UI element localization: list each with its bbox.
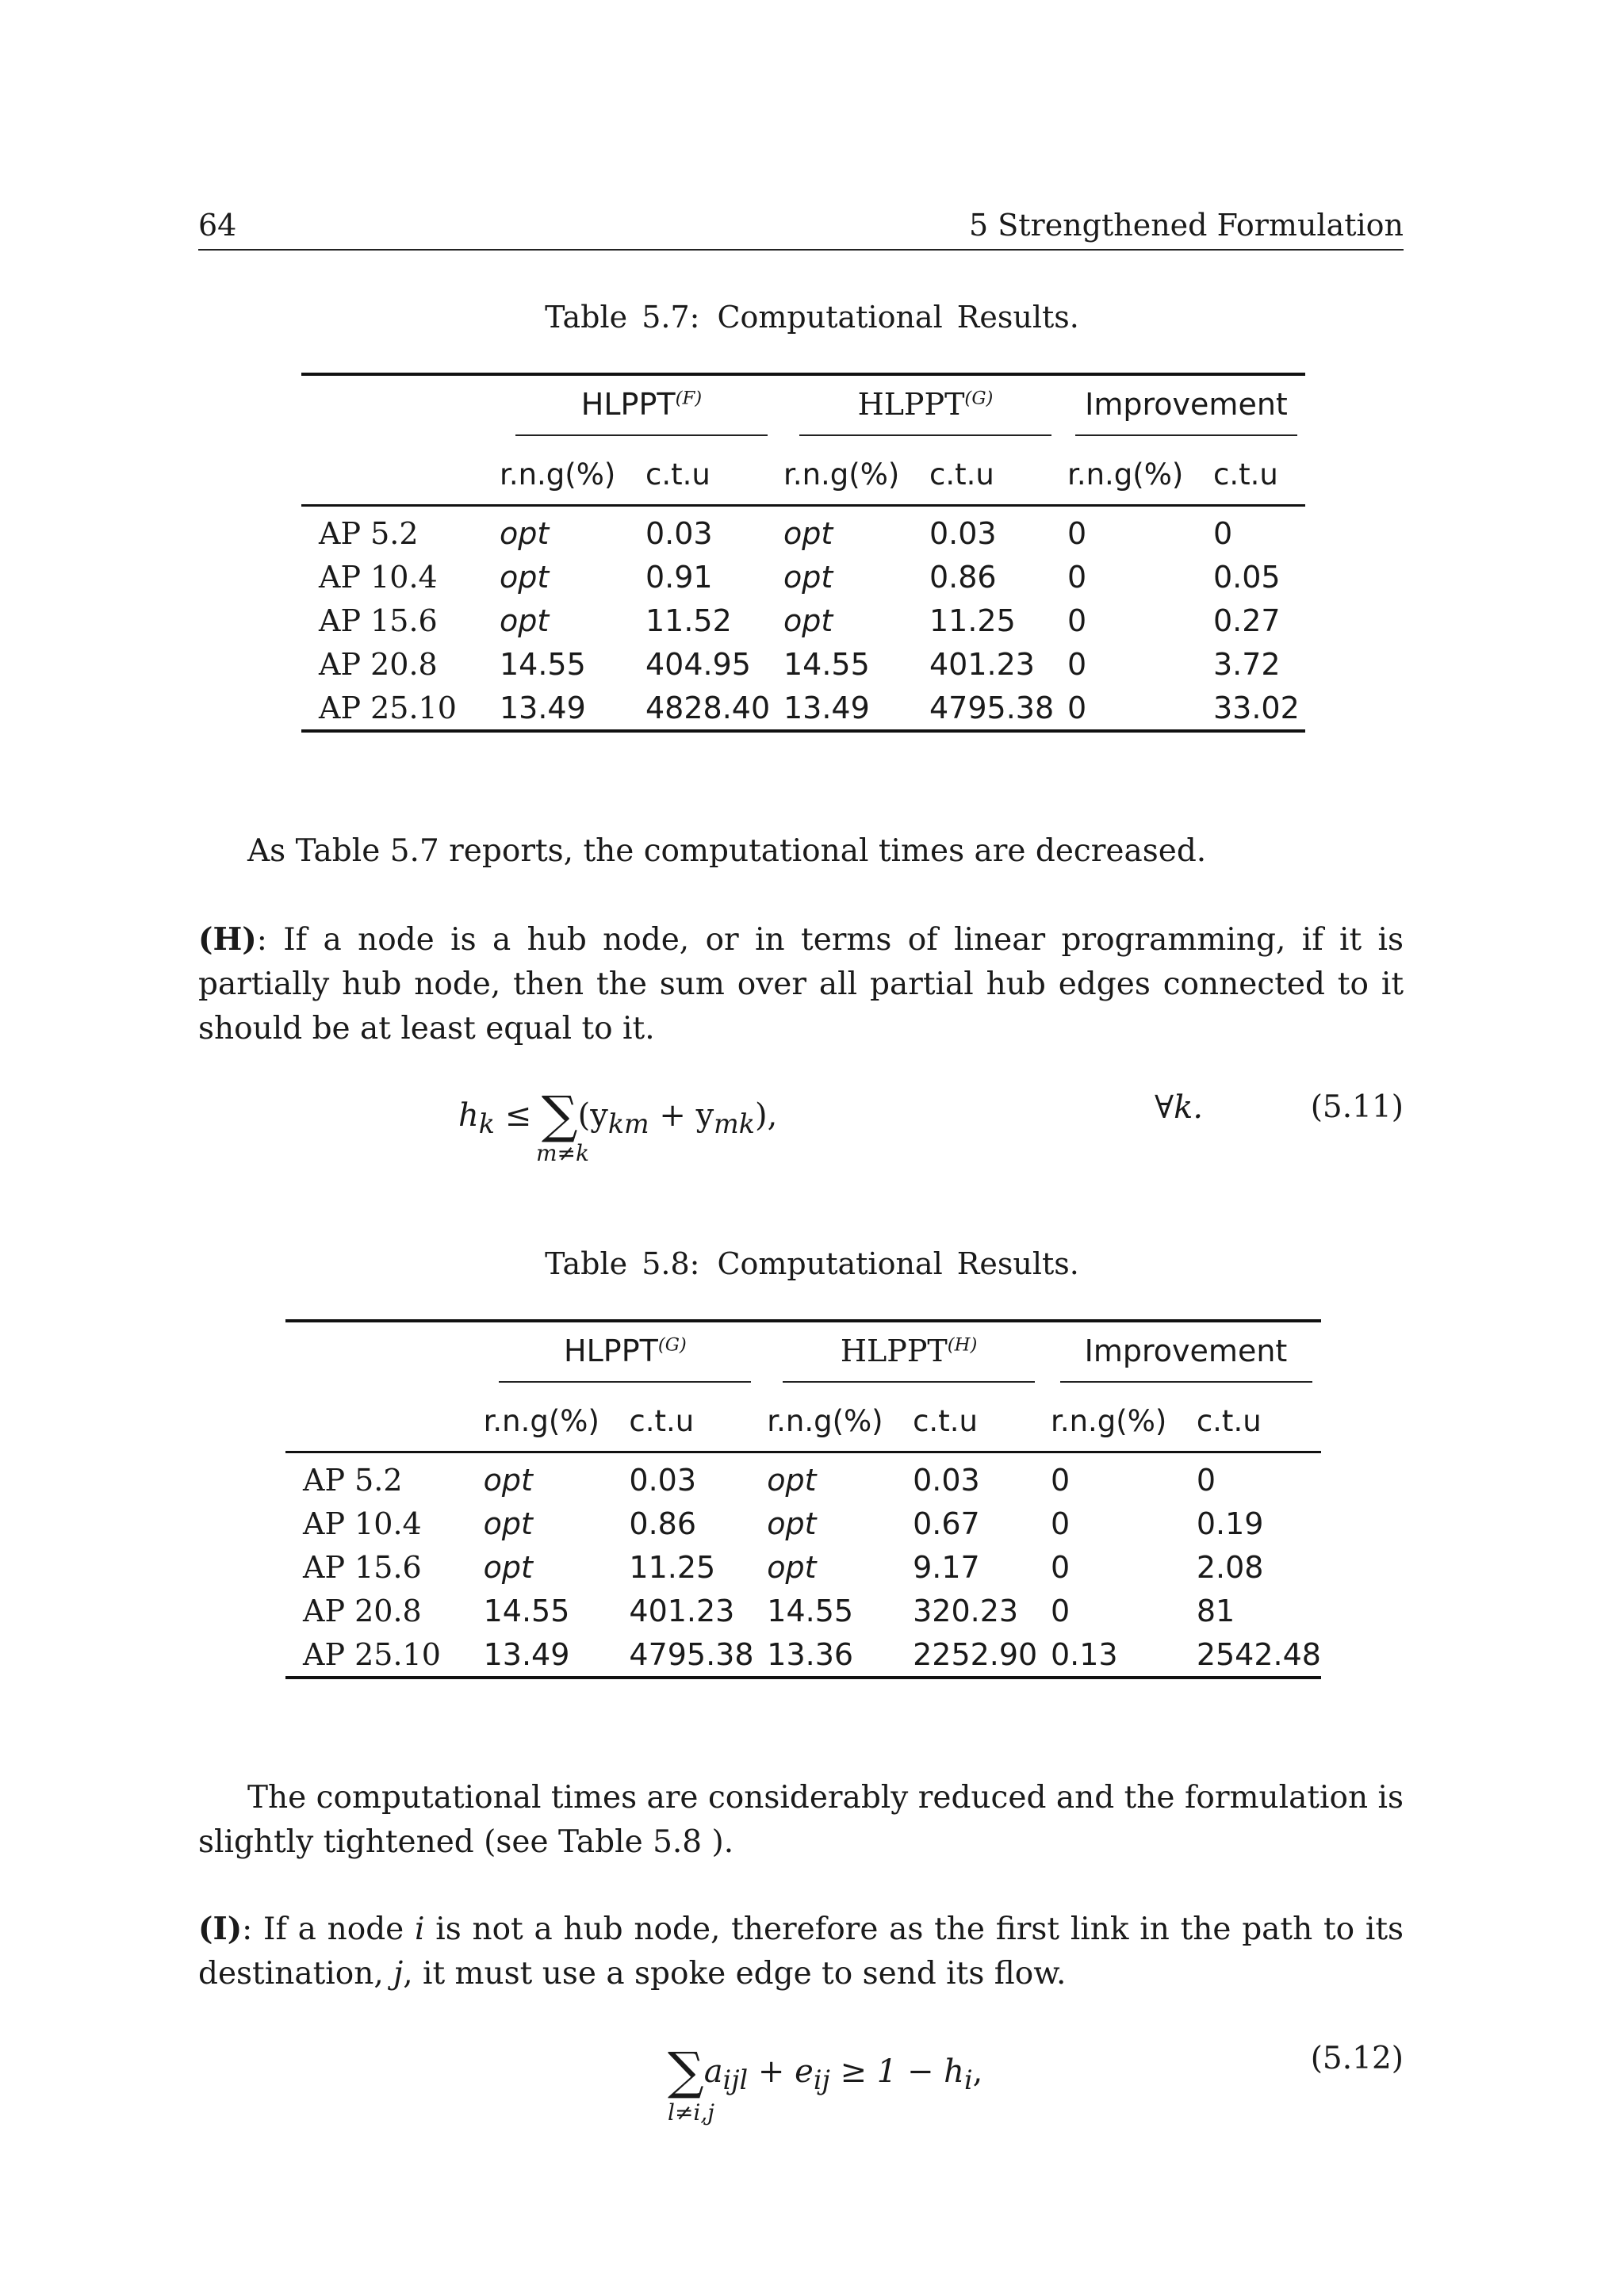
table-caption-text: Computational Results.	[717, 300, 1079, 335]
column-header: r.n.g(%)	[484, 1391, 630, 1452]
table-5-7-caption	[0, 300, 1624, 335]
group-header: $HLPPT^{(G)}$	[783, 374, 1067, 444]
sum-symbol: ∑	[541, 1086, 578, 1145]
group-header: $HLPPT^{(G)}$	[484, 1321, 768, 1391]
table-row: AP 20.8 14.55 404.95 14.55 401.23 0 3.72	[319, 646, 1281, 682]
table-5-8	[285, 1319, 1321, 1679]
column-header: c.t.u	[1197, 1391, 1321, 1452]
page-number: 64	[198, 208, 237, 243]
table-row: AP 5.2 opt 0.03 opt 0.03 0 0	[319, 515, 1233, 551]
item-label: (I)	[198, 1911, 243, 1947]
running-header	[198, 205, 1404, 251]
equation-number: (5.12)	[1310, 2041, 1404, 2076]
table-row: AP 5.2 opt 0.03 opt 0.03 0 0	[303, 1462, 1216, 1498]
column-header: c.t.u	[1213, 444, 1305, 506]
table-row: AP 10.4 opt 0.86 opt 0.67 0 0.19	[303, 1506, 1264, 1541]
sum-limit: m≠k	[536, 1140, 589, 1166]
table-label: Table 5.8:	[545, 1246, 700, 1281]
group-header: Improvement	[1067, 374, 1305, 444]
table-row: AP 15.6 opt 11.52 opt 11.25 0 0.27	[319, 603, 1281, 638]
table-row: AP 10.4 opt 0.91 opt 0.86 0 0.05	[319, 559, 1281, 595]
sum-limit: l≠i,j	[668, 2099, 714, 2126]
table-row: AP 25.10 13.49 4795.38 13.36 2252.90 0.13 2542.48	[303, 1636, 1321, 1672]
item-label: (H)	[198, 921, 257, 958]
column-header: c.t.u	[645, 444, 783, 506]
equation-number: (5.11)	[1310, 1089, 1404, 1125]
table-row: AP 20.8 14.55 401.23 14.55 320.23 0 81	[303, 1593, 1235, 1628]
table-5-8-caption	[0, 1246, 1624, 1281]
group-header: $HLPPT^{(H)}$	[767, 1321, 1051, 1391]
paragraph-h: (H): If a node is a hub node, or in terms of linear programming, if it is partially hub node, then the sum over all partial hub edges connected to it should be at least equal to it.	[198, 921, 1404, 1047]
group-header: Improvement	[1051, 1321, 1321, 1391]
equation-5-12: $\sum a_{ijl} + e_{ij} \ge 1 - h_i$, l≠i,j	[668, 2042, 983, 2126]
column-header: c.t.u	[929, 444, 1067, 506]
table-row: AP 25.10 13.49 4828.40 13.49 4795.38 0 33.02	[319, 690, 1300, 725]
paragraph: As Table 5.7 reports, the computational times are decreased.	[247, 833, 1207, 869]
sum-symbol: ∑	[668, 2042, 704, 2101]
equation-5-11: $h_k \le \sum(y_{km} + y_{mk})$, m≠k	[458, 1086, 778, 1166]
table-caption-text: Computational Results.	[717, 1246, 1079, 1281]
table-row: AP 15.6 opt 11.25 opt 9.17 0 2.08	[303, 1549, 1264, 1585]
column-header: r.n.g(%)	[1067, 444, 1213, 506]
chapter-title: 5 Strengthened Formulation	[968, 208, 1404, 243]
paragraph-i: (I): If a node i is not a hub node, therefore as the first link in the path to its destination, j, it must use a spoke edge to send its flow.	[198, 1911, 1404, 1992]
column-header: r.n.g(%)	[783, 444, 929, 506]
paragraph: The computational times are considerably reduced and the formulation is slightly tightened (see Table 5.8 ).	[198, 1780, 1404, 1860]
table-label: Table 5.7:	[545, 300, 700, 335]
column-header: r.n.g(%)	[767, 1391, 913, 1452]
column-header: c.t.u	[629, 1391, 767, 1452]
forall-condition: ∀k.	[1155, 1089, 1204, 1126]
column-header: r.n.g(%)	[1051, 1391, 1197, 1452]
group-header: $HLPPT^{(F)}$	[500, 374, 783, 444]
table-5-7	[301, 373, 1305, 733]
column-header: r.n.g(%)	[500, 444, 645, 506]
column-header: c.t.u	[913, 1391, 1051, 1452]
